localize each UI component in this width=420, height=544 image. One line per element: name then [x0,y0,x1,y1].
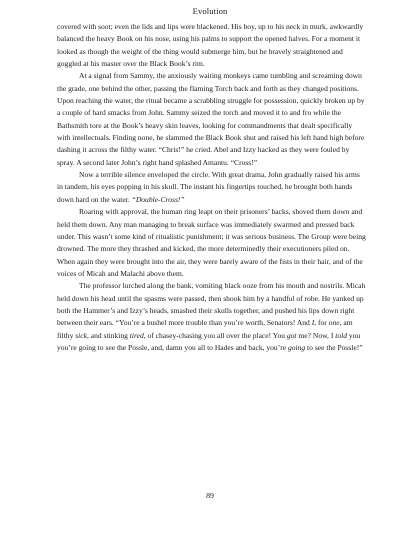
text-run: you you’re going to see the Possle, and, damn you all to Hades and back, you’re [57,330,361,352]
text-run: , am filthy [57,318,353,340]
text-run: Roaring with approval, the human ring leapt on their prisoners’ backs, shoved them down and held them down. Any man managing to break surface was immediately swarmed and pressed back under. This wasn’t some kind of ritualistic punishment; it was serious business. The Group were being drowned. The more they thrashed and kicked, the more determinedly their executioners piled on. When again they were brought into the air, they were barely aware of the fists in their hair, and of the voices of Micah and Malachi above them. [57,207,366,278]
italic-run: one [328,318,340,328]
italic-run: tired [129,330,144,340]
paragraph-1 [57,21,367,70]
italic-run: “Double-Cross!” [131,194,185,204]
paragraph-4 [57,206,367,280]
italic-run: sick [75,330,87,340]
text-run: covered with soot; even the lids and lips were blackened. His boy, up to his neck in murk, awkwardly balanced the heavy Book on his nose, using his palms to support the opened halves. For a moment it looked as though the weight of the thing would submerge him, but he bravely straightened and goggled at his master over the Black Book’s rim. [57,22,364,69]
text-run: Now a terrible silence enveloped the circle. With great drama, John gradually raised his arms in tandem, his eyes popping in his skull. The instant his fingertips touched, he brought both hands down hard on the water. [57,170,360,204]
paragraph-3 [57,169,367,206]
italic-run: told [335,330,347,340]
text-run: , of chasey-chasing you all over the place! You [143,330,287,340]
text-run: The professor lurched along the bank, vomiting black ooze from his mouth and nostrils. Micah held down his head until the spasms were passed, then shook him by a handful of robe. He yanked up both the Hammer’s and Izzy’s heads, smashed their skulls together, and pushed his lips down right between their ears. “You’re a bushel more trouble than you’re worth, Senators! And [57,281,366,328]
page-number: 89 [206,491,214,500]
paragraph-2 [57,70,367,169]
text-run: At a signal from Sammy, the anxiously waiting monkeys came tumbling and screaming down the grade, one behind the other, passing the flaming Torch back and forth as they changed positions. Upon reaching the water, the ritual became a scrabbling struggle for possession, quickly broken up by a couple of hard smacks from John. Sammy seized the torch and moved it to and fro while the Bathsmith tore at the Book’s heavy skin leaves, looking for commandments that dealt specifically with intellectuals. Finding none, he slammed the Black Book shut and raised his left hand high before dashing it across the filthy water. “Chris!” he cried. Abel and Izzy hacked as they were fouled by spray. A second later John’s right hand splashed Amantu. “Cross!” [57,71,365,167]
italic-run: going [287,342,306,352]
text-run: , for [314,318,329,328]
italic-run: got [286,330,297,340]
text-run: , and stinking [86,330,130,340]
italic-run: I [311,318,315,328]
body-text [57,21,367,354]
running-head: Evolution [192,6,228,16]
text-run: to see the Possle!” [305,342,363,352]
paragraph-5 [57,280,367,354]
text-run: me? Now, I [296,330,336,340]
